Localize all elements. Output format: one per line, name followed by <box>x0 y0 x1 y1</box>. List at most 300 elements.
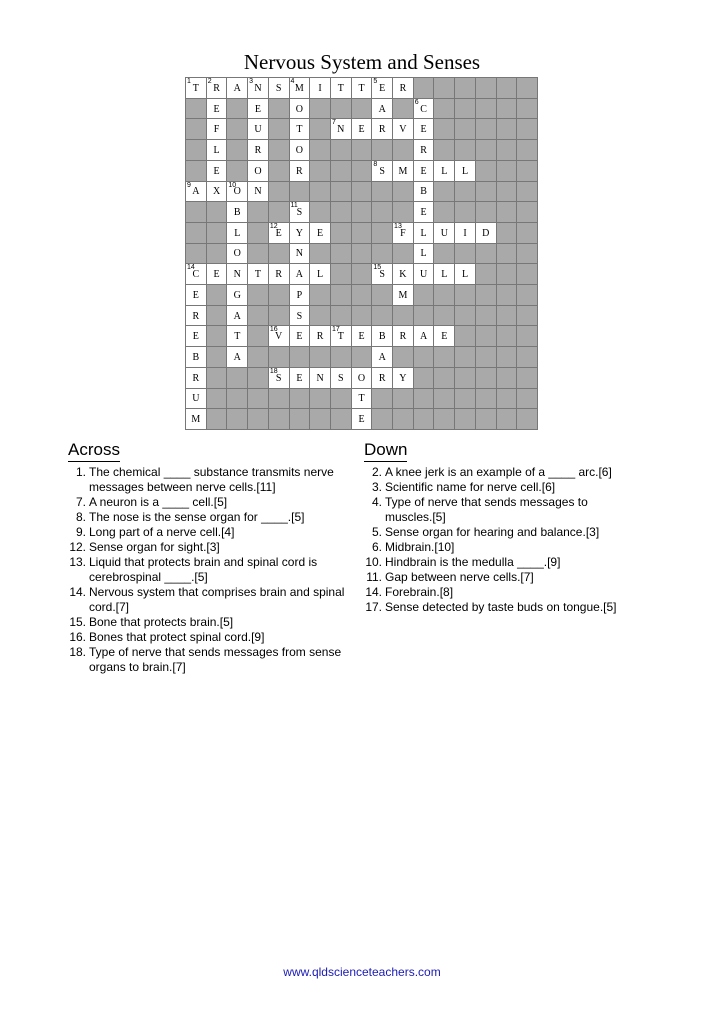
grid-cell-blocked <box>207 202 228 223</box>
cell-letter: U <box>192 393 200 405</box>
grid-cell[interactable] <box>310 78 331 99</box>
grid-cell[interactable] <box>227 202 248 223</box>
grid-cell[interactable] <box>290 202 311 223</box>
grid-cell[interactable] <box>269 326 290 347</box>
clue-number: 1. <box>75 465 86 479</box>
grid-cell-blocked <box>269 202 290 223</box>
grid-cell[interactable] <box>414 140 435 161</box>
grid-cell-blocked <box>497 306 518 327</box>
grid-cell[interactable] <box>269 368 290 389</box>
down-clue-list <box>364 465 634 615</box>
grid-cell[interactable] <box>310 368 331 389</box>
grid-cell-blocked <box>290 409 311 430</box>
cell-letter: O <box>233 186 241 198</box>
crossword-grid <box>186 78 538 430</box>
grid-cell-blocked <box>248 368 269 389</box>
grid-cell-blocked <box>248 326 269 347</box>
grid-cell-blocked <box>269 244 290 265</box>
cell-letter: Y <box>399 372 407 384</box>
grid-cell[interactable] <box>372 99 393 120</box>
grid-cell-blocked <box>497 119 518 140</box>
grid-cell[interactable] <box>207 78 228 99</box>
grid-cell[interactable] <box>331 78 352 99</box>
grid-cell-blocked <box>290 182 311 203</box>
grid-cell-blocked <box>455 368 476 389</box>
grid-cell[interactable] <box>414 264 435 285</box>
cell-letter: E <box>192 289 199 301</box>
grid-cell[interactable] <box>290 223 311 244</box>
clue-number: 11. <box>366 570 382 584</box>
grid-cell-blocked <box>331 202 352 223</box>
grid-cell[interactable] <box>290 306 311 327</box>
grid-cell-blocked <box>352 264 373 285</box>
cell-letter: E <box>420 165 427 177</box>
grid-cell[interactable] <box>290 285 311 306</box>
grid-cell-blocked <box>186 99 207 120</box>
grid-cell[interactable] <box>227 244 248 265</box>
across-clue <box>68 555 358 585</box>
grid-cell-blocked <box>269 409 290 430</box>
cell-letter: B <box>192 352 200 364</box>
grid-cell-blocked <box>476 409 497 430</box>
cell-letter: T <box>358 82 365 94</box>
grid-cell[interactable] <box>227 78 248 99</box>
grid-cell[interactable] <box>434 326 455 347</box>
cell-letter: E <box>358 124 365 136</box>
grid-cell-blocked <box>207 306 228 327</box>
grid-cell-blocked <box>455 347 476 368</box>
cell-letter: R <box>254 144 262 156</box>
cell-letter: Y <box>295 227 303 239</box>
grid-cell[interactable] <box>414 119 435 140</box>
grid-cell-blocked <box>331 306 352 327</box>
grid-cell[interactable] <box>393 264 414 285</box>
grid-cell-blocked <box>352 140 373 161</box>
grid-cell[interactable] <box>207 264 228 285</box>
across-clue <box>68 615 358 630</box>
grid-cell[interactable] <box>186 368 207 389</box>
grid-cell-blocked <box>497 264 518 285</box>
grid-cell[interactable] <box>372 326 393 347</box>
grid-cell[interactable] <box>207 140 228 161</box>
cell-letter: R <box>316 331 324 343</box>
cell-letter: N <box>295 248 303 260</box>
footer-link[interactable]: www.qldscienceteachers.com <box>283 965 441 979</box>
cell-letter: B <box>420 186 427 198</box>
grid-cell[interactable] <box>434 264 455 285</box>
grid-cell[interactable] <box>393 161 414 182</box>
grid-cell[interactable] <box>331 326 352 347</box>
grid-cell[interactable] <box>186 306 207 327</box>
grid-cell[interactable] <box>352 409 373 430</box>
grid-cell-blocked <box>517 202 538 223</box>
grid-cell[interactable] <box>186 347 207 368</box>
grid-cell[interactable] <box>186 326 207 347</box>
cell-letter: E <box>420 207 427 219</box>
grid-cell-blocked <box>269 99 290 120</box>
grid-cell-blocked <box>393 389 414 410</box>
cell-letter: S <box>296 310 303 322</box>
grid-cell-blocked <box>497 285 518 306</box>
clue-number: 2 <box>207 78 212 85</box>
grid-cell-blocked <box>290 347 311 368</box>
cell-letter: O <box>254 165 262 177</box>
grid-cell-blocked <box>227 409 248 430</box>
grid-cell[interactable] <box>207 182 228 203</box>
grid-cell[interactable] <box>372 78 393 99</box>
clue-text: A knee jerk is an example of a ____ arc.[6] <box>385 465 612 479</box>
grid-cell-blocked <box>497 368 518 389</box>
grid-cell[interactable] <box>414 161 435 182</box>
grid-cell[interactable] <box>455 264 476 285</box>
cell-letter: M <box>398 165 408 177</box>
grid-cell[interactable] <box>352 389 373 410</box>
grid-cell[interactable] <box>352 78 373 99</box>
grid-cell[interactable] <box>186 389 207 410</box>
cell-letter: I <box>318 82 322 94</box>
cell-letter: O <box>295 144 303 156</box>
cell-letter: T <box>358 393 365 405</box>
clue-number: 4 <box>290 78 295 85</box>
grid-cell-blocked <box>207 409 228 430</box>
grid-cell-blocked <box>227 140 248 161</box>
clue-number: 14. <box>365 585 382 599</box>
grid-cell-blocked <box>269 389 290 410</box>
down-clue <box>364 585 634 600</box>
grid-cell-blocked <box>517 78 538 99</box>
grid-cell-blocked <box>310 99 331 120</box>
grid-cell-blocked <box>455 119 476 140</box>
grid-cell[interactable] <box>186 182 207 203</box>
grid-cell-blocked <box>248 389 269 410</box>
grid-cell[interactable] <box>186 78 207 99</box>
grid-cell-blocked <box>497 182 518 203</box>
grid-cell[interactable] <box>227 306 248 327</box>
grid-cell-blocked <box>331 182 352 203</box>
grid-cell[interactable] <box>372 264 393 285</box>
cell-letter: R <box>213 82 220 94</box>
cell-letter: N <box>254 82 262 94</box>
grid-cell-blocked <box>476 202 497 223</box>
grid-cell-blocked <box>352 202 373 223</box>
cell-letter: L <box>317 269 324 281</box>
grid-cell[interactable] <box>393 326 414 347</box>
grid-cell-blocked <box>497 78 518 99</box>
grid-cell[interactable] <box>393 285 414 306</box>
grid-cell-blocked <box>393 202 414 223</box>
grid-cell[interactable] <box>434 223 455 244</box>
grid-cell[interactable] <box>290 140 311 161</box>
grid-cell-blocked <box>455 389 476 410</box>
grid-cell[interactable] <box>372 161 393 182</box>
grid-cell-blocked <box>186 223 207 244</box>
grid-cell[interactable] <box>414 99 435 120</box>
clue-text: The nose is the sense organ for ____.[5] <box>89 510 305 524</box>
grid-cell-blocked <box>207 285 228 306</box>
grid-cell-blocked <box>372 389 393 410</box>
cell-letter: E <box>296 331 303 343</box>
clue-text: Liquid that protects brain and spinal cord is cerebrospinal ____.[5] <box>89 555 318 584</box>
grid-cell-blocked <box>393 140 414 161</box>
grid-cell[interactable] <box>290 368 311 389</box>
grid-cell-blocked <box>227 389 248 410</box>
grid-cell[interactable] <box>393 78 414 99</box>
grid-cell[interactable] <box>455 223 476 244</box>
grid-cell-blocked <box>476 99 497 120</box>
grid-cell[interactable] <box>186 409 207 430</box>
cell-letter: D <box>482 227 490 239</box>
grid-cell[interactable] <box>372 119 393 140</box>
clue-number: 3 <box>249 78 254 85</box>
grid-cell-blocked <box>352 161 373 182</box>
grid-cell-blocked <box>310 389 331 410</box>
grid-cell-blocked <box>517 264 538 285</box>
cell-letter: S <box>275 372 282 384</box>
grid-cell-blocked <box>517 223 538 244</box>
clue-number: 5 <box>373 78 378 85</box>
grid-cell-blocked <box>434 306 455 327</box>
clue-text: Sense detected by taste buds on tongue.[5] <box>385 600 617 614</box>
clue-number: 15. <box>69 615 86 629</box>
grid-cell[interactable] <box>476 223 497 244</box>
grid-cell[interactable] <box>290 78 311 99</box>
grid-cell[interactable] <box>352 368 373 389</box>
grid-cell-blocked <box>476 368 497 389</box>
cell-letter: E <box>213 269 220 281</box>
clue-text: Sense organ for sight.[3] <box>89 540 220 554</box>
down-clue <box>364 465 634 480</box>
grid-cell[interactable] <box>248 182 269 203</box>
cell-letter: A <box>419 331 428 343</box>
grid-cell-blocked <box>227 119 248 140</box>
cell-letter: L <box>441 269 448 281</box>
clue-number: 3. <box>371 480 382 494</box>
cell-letter: E <box>317 227 324 239</box>
grid-cell[interactable] <box>310 264 331 285</box>
clue-number: 1 <box>187 78 191 85</box>
clue-number: 18. <box>69 645 86 659</box>
grid-cell-blocked <box>352 182 373 203</box>
grid-cell-blocked <box>331 409 352 430</box>
grid-cell[interactable] <box>414 244 435 265</box>
across-clue-list <box>68 465 358 675</box>
grid-cell-blocked <box>517 368 538 389</box>
grid-cell[interactable] <box>393 119 414 140</box>
grid-cell-blocked <box>207 326 228 347</box>
cell-letter: O <box>357 372 366 384</box>
clue-number: 16 <box>269 326 278 334</box>
clue-number: 4. <box>371 495 382 509</box>
grid-cell-blocked <box>497 409 518 430</box>
grid-cell[interactable] <box>207 161 228 182</box>
cell-letter: R <box>296 165 303 177</box>
clue-text: Type of nerve that sends messages to muscles.[5] <box>385 495 588 524</box>
grid-cell-blocked <box>310 306 331 327</box>
cell-letter: X <box>212 186 221 198</box>
grid-cell[interactable] <box>186 264 207 285</box>
grid-cell[interactable] <box>310 223 331 244</box>
grid-cell-blocked <box>476 119 497 140</box>
grid-cell[interactable] <box>227 347 248 368</box>
grid-cell[interactable] <box>207 119 228 140</box>
clue-text: Type of nerve that sends messages from sense organs to brain.[7] <box>89 645 342 674</box>
grid-cell[interactable] <box>248 99 269 120</box>
grid-cell[interactable] <box>186 285 207 306</box>
grid-cell[interactable] <box>269 78 290 99</box>
clue-text: Gap between nerve cells.[7] <box>385 570 534 584</box>
grid-cell[interactable] <box>310 326 331 347</box>
grid-cell-blocked <box>434 140 455 161</box>
grid-cell[interactable] <box>434 161 455 182</box>
across-clue <box>68 510 358 525</box>
cell-letter: E <box>275 227 282 239</box>
grid-cell-blocked <box>393 409 414 430</box>
grid-cell[interactable] <box>290 161 311 182</box>
cell-letter: M <box>294 82 304 94</box>
grid-cell[interactable] <box>248 119 269 140</box>
cell-letter: R <box>275 269 282 281</box>
cell-letter: E <box>213 103 220 115</box>
grid-cell[interactable] <box>352 326 373 347</box>
cell-letter: A <box>233 310 241 322</box>
grid-cell-blocked <box>517 161 538 182</box>
grid-cell-blocked <box>393 99 414 120</box>
grid-cell-blocked <box>455 285 476 306</box>
grid-cell[interactable] <box>227 264 248 285</box>
grid-cell[interactable] <box>290 326 311 347</box>
grid-cell[interactable] <box>227 285 248 306</box>
grid-cell[interactable] <box>414 223 435 244</box>
cell-letter: E <box>441 331 448 343</box>
grid-cell-blocked <box>517 389 538 410</box>
across-clue <box>68 525 358 540</box>
grid-cell-blocked <box>372 182 393 203</box>
grid-cell[interactable] <box>372 347 393 368</box>
clue-number: 16. <box>69 630 86 644</box>
grid-cell[interactable] <box>393 223 414 244</box>
clue-text: Hindbrain is the medulla ____.[9] <box>385 555 561 569</box>
clue-text: Long part of a nerve cell.[4] <box>89 525 235 539</box>
grid-cell-blocked <box>497 140 518 161</box>
clue-number: 14. <box>69 585 86 599</box>
grid-cell[interactable] <box>248 161 269 182</box>
cell-letter: N <box>233 269 241 281</box>
cell-letter: N <box>337 124 345 136</box>
grid-cell[interactable] <box>393 368 414 389</box>
grid-cell-blocked <box>290 389 311 410</box>
cell-letter: V <box>399 124 407 136</box>
grid-cell-blocked <box>269 140 290 161</box>
grid-cell-blocked <box>248 223 269 244</box>
grid-cell[interactable] <box>248 140 269 161</box>
grid-cell-blocked <box>310 119 331 140</box>
grid-cell[interactable] <box>290 119 311 140</box>
grid-cell[interactable] <box>352 119 373 140</box>
grid-cell[interactable] <box>414 202 435 223</box>
grid-cell[interactable] <box>290 244 311 265</box>
clue-number: 13. <box>69 555 86 569</box>
grid-cell[interactable] <box>227 223 248 244</box>
across-clue <box>68 645 358 675</box>
grid-cell-blocked <box>455 306 476 327</box>
grid-cell-blocked <box>207 347 228 368</box>
grid-cell-blocked <box>517 244 538 265</box>
cell-letter: L <box>420 248 427 260</box>
grid-cell-blocked <box>331 161 352 182</box>
cell-letter: S <box>338 372 344 384</box>
grid-cell[interactable] <box>207 99 228 120</box>
grid-cell-blocked <box>269 347 290 368</box>
grid-cell-blocked <box>517 140 538 161</box>
grid-cell-blocked <box>310 161 331 182</box>
clue-text: Nervous system that comprises brain and spinal cord.[7] <box>89 585 345 614</box>
grid-cell-blocked <box>310 244 331 265</box>
grid-cell-blocked <box>393 347 414 368</box>
grid-cell-blocked <box>186 140 207 161</box>
grid-cell-blocked <box>455 326 476 347</box>
grid-cell[interactable] <box>248 78 269 99</box>
cell-letter: E <box>420 124 427 136</box>
cell-letter: O <box>233 248 241 260</box>
cell-letter: L <box>461 165 469 177</box>
grid-cell-blocked <box>310 182 331 203</box>
clue-number: 14 <box>187 264 195 272</box>
grid-cell-blocked <box>186 202 207 223</box>
grid-cell-blocked <box>248 285 269 306</box>
grid-cell-blocked <box>434 368 455 389</box>
cell-letter: S <box>379 165 385 177</box>
grid-cell-blocked <box>476 389 497 410</box>
grid-cell-blocked <box>269 119 290 140</box>
cell-letter: T <box>234 331 241 343</box>
grid-cell-blocked <box>331 389 352 410</box>
grid-cell-blocked <box>331 347 352 368</box>
grid-cell-blocked <box>414 285 435 306</box>
grid-cell-blocked <box>434 244 455 265</box>
grid-cell-blocked <box>497 202 518 223</box>
grid-cell-blocked <box>248 306 269 327</box>
grid-cell-blocked <box>310 409 331 430</box>
grid-cell-blocked <box>476 182 497 203</box>
cell-letter: C <box>420 103 427 115</box>
grid-cell-blocked <box>186 244 207 265</box>
grid-cell-blocked <box>310 202 331 223</box>
grid-cell-blocked <box>248 409 269 430</box>
grid-cell[interactable] <box>455 161 476 182</box>
grid-cell-blocked <box>372 306 393 327</box>
cell-letter: N <box>254 186 262 198</box>
grid-cell[interactable] <box>290 99 311 120</box>
grid-cell[interactable] <box>414 182 435 203</box>
grid-cell[interactable] <box>227 326 248 347</box>
cell-letter: A <box>233 82 241 94</box>
grid-cell-blocked <box>269 306 290 327</box>
grid-cell[interactable] <box>372 368 393 389</box>
grid-cell-blocked <box>372 140 393 161</box>
grid-cell[interactable] <box>331 119 352 140</box>
grid-cell[interactable] <box>290 264 311 285</box>
grid-cell-blocked <box>476 78 497 99</box>
grid-cell[interactable] <box>248 264 269 285</box>
cell-letter: L <box>234 227 241 239</box>
grid-cell[interactable] <box>227 182 248 203</box>
grid-cell[interactable] <box>331 368 352 389</box>
grid-cell[interactable] <box>269 223 290 244</box>
grid-cell-blocked <box>331 285 352 306</box>
grid-cell-blocked <box>517 182 538 203</box>
grid-cell[interactable] <box>269 264 290 285</box>
grid-cell[interactable] <box>414 326 435 347</box>
